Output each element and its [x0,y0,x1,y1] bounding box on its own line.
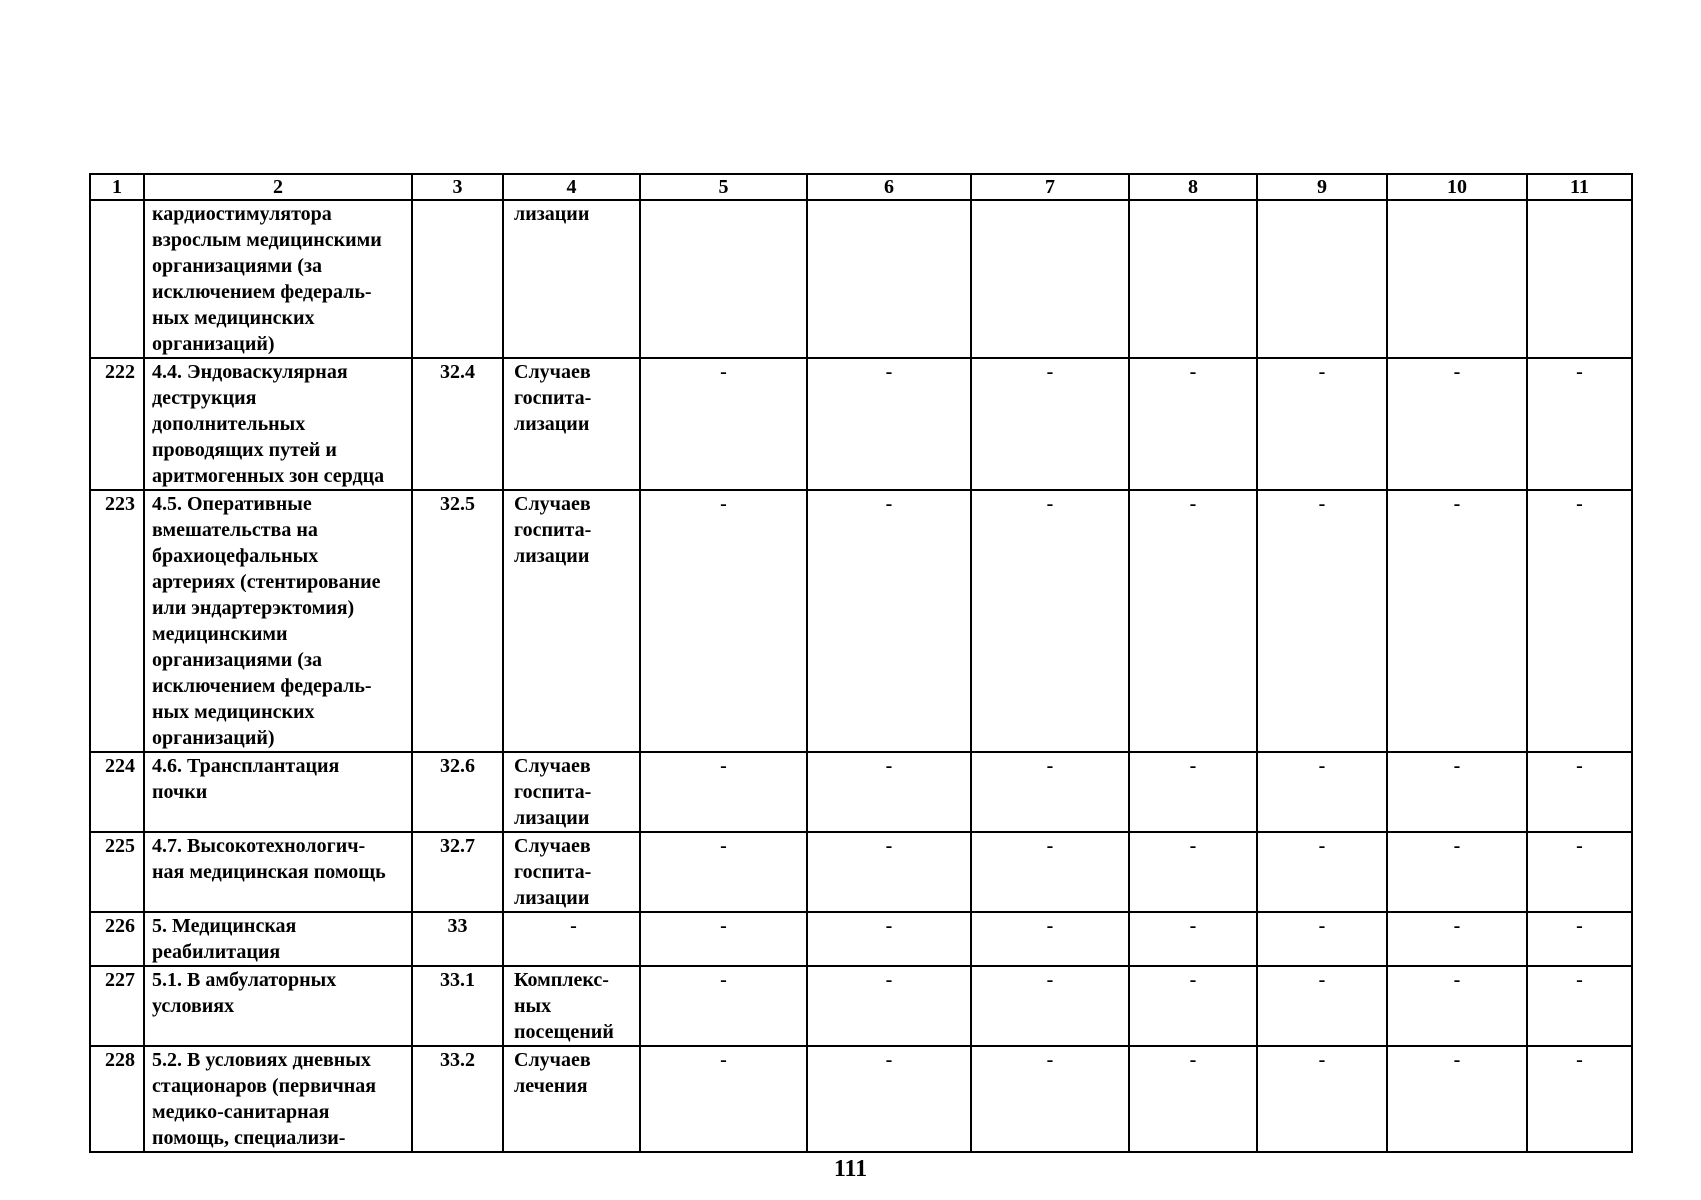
row-value [1387,200,1527,358]
row-value: - [1387,1046,1527,1152]
row-number [90,200,144,358]
row-value: - [807,358,971,490]
row-value: - [1387,832,1527,912]
row-value [971,200,1129,358]
row-code: 32.5 [412,490,503,752]
col-header-4: 4 [503,174,640,200]
row-value: - [1387,490,1527,752]
row-code: 32.7 [412,832,503,912]
row-value [1527,200,1632,358]
row-value: - [1257,912,1387,966]
row-value: - [1129,358,1257,490]
row-name: 4.7. Высокотехнологич- ная медицинская помощь [144,832,412,912]
row-value: - [1257,490,1387,752]
row-unit: Комплекс- ных посещений [503,966,640,1046]
row-code: 33.2 [412,1046,503,1152]
table-row [90,912,1632,966]
row-code: 32.6 [412,752,503,832]
row-unit: Случаев госпита- лизации [503,490,640,752]
table-row [90,966,1632,1046]
row-number: 222 [90,358,144,490]
row-value: - [640,358,807,490]
row-number: 223 [90,490,144,752]
table-row [90,752,1632,832]
row-value: - [1129,832,1257,912]
row-name: 4.6. Трансплантация почки [144,752,412,832]
data-table [89,173,1633,1153]
row-value: - [1129,966,1257,1046]
table-row [90,200,1632,358]
col-header-7: 7 [971,174,1129,200]
col-header-11: 11 [1527,174,1632,200]
row-name: 5.1. В амбулаторных условиях [144,966,412,1046]
page-number: 111 [833,1156,868,1182]
row-name: 5.2. В условиях дневных стационаров (первичная медико-санитарная помощь, специализи- [144,1046,412,1152]
row-code [412,200,503,358]
row-number: 228 [90,1046,144,1152]
row-value: - [971,752,1129,832]
row-value: - [1527,358,1632,490]
row-value: - [1129,912,1257,966]
col-header-3: 3 [412,174,503,200]
row-number: 224 [90,752,144,832]
row-value: - [1257,1046,1387,1152]
row-value: - [971,832,1129,912]
row-value: - [971,1046,1129,1152]
row-name: 4.5. Оперативные вмешательства на брахиоцефальных артериях (стентирование или эндартерэктомия) медицинскими организациями (за исключением федераль- ных медицинских организаций) [144,490,412,752]
col-header-8: 8 [1129,174,1257,200]
row-number: 225 [90,832,144,912]
row-value: - [1257,966,1387,1046]
row-value: - [1527,490,1632,752]
row-value: - [1129,490,1257,752]
row-value: - [807,1046,971,1152]
col-header-10: 10 [1387,174,1527,200]
table-row [90,490,1632,752]
row-value: - [1129,752,1257,832]
row-unit: лизации [503,200,640,358]
row-value: - [1527,912,1632,966]
header-row [90,174,1632,200]
col-header-1: 1 [90,174,144,200]
row-name: 5. Медицинская реабилитация [144,912,412,966]
row-name: кардиостимулятора взрослым медицинскими организациями (за исключением федераль- ных медицинских организаций) [144,200,412,358]
row-value: - [1387,358,1527,490]
row-value: - [971,490,1129,752]
row-code: 33 [412,912,503,966]
row-name: 4.4. Эндоваскулярная деструкция дополнительных проводящих путей и аритмогенных зон сердца [144,358,412,490]
row-value: - [1527,752,1632,832]
row-value: - [640,966,807,1046]
row-value: - [640,1046,807,1152]
row-value: - [1527,832,1632,912]
row-value: - [807,832,971,912]
row-value: - [1527,966,1632,1046]
row-value: - [1257,832,1387,912]
row-unit: Случаев госпита- лизации [503,832,640,912]
col-header-2: 2 [144,174,412,200]
table-row [90,1046,1632,1152]
row-unit: - [503,912,640,966]
row-value: - [640,490,807,752]
row-code: 33.1 [412,966,503,1046]
row-value: - [807,966,971,1046]
row-value: - [1527,1046,1632,1152]
row-value: - [1257,752,1387,832]
row-value: - [1129,1046,1257,1152]
row-value: - [640,752,807,832]
row-value [807,200,971,358]
row-value [1129,200,1257,358]
row-value [1257,200,1387,358]
col-header-6: 6 [807,174,971,200]
row-number: 227 [90,966,144,1046]
row-unit: Случаев лечения [503,1046,640,1152]
row-value: - [1257,358,1387,490]
table-row [90,358,1632,490]
row-value: - [640,832,807,912]
row-unit: Случаев госпита- лизации [503,752,640,832]
row-code: 32.4 [412,358,503,490]
row-value: - [807,912,971,966]
col-header-9: 9 [1257,174,1387,200]
row-value: - [807,752,971,832]
col-header-5: 5 [640,174,807,200]
row-value: - [1387,966,1527,1046]
row-value: - [971,358,1129,490]
row-value: - [971,912,1129,966]
table-row [90,832,1632,912]
row-value: - [971,966,1129,1046]
row-value: - [1387,752,1527,832]
row-unit: Случаев госпита- лизации [503,358,640,490]
row-number: 226 [90,912,144,966]
row-value: - [640,912,807,966]
row-value: - [1387,912,1527,966]
row-value: - [807,490,971,752]
row-value [640,200,807,358]
